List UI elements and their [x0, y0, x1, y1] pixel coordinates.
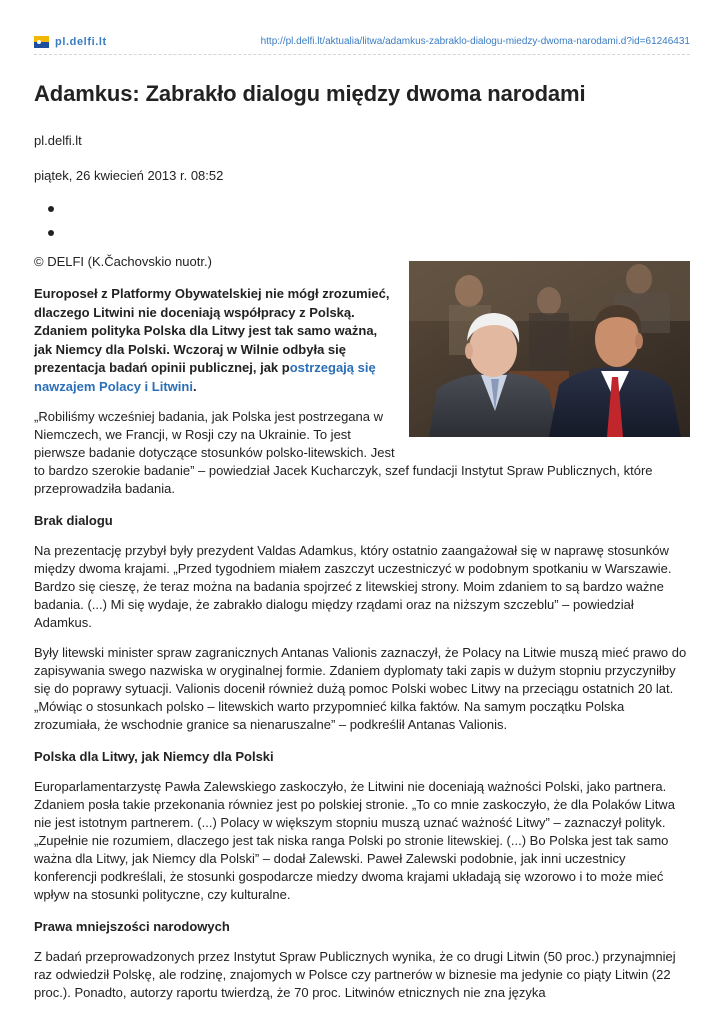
lead-end: .	[192, 378, 197, 394]
paragraph-2: Na prezentację przybył były prezydent Valdas Adamkus, który ostatnio zaangażował się w naprawę stosunków między dwoma krajami. „Przed tygodniem miałem zaszczyt uczestniczyć w podobnym spotkaniu w Warszawie. Bardzo się cieszę, że teraz można na badania spojrzeć z litewskiej strony. Moim zdaniem to są bardzo ważne badania. (...) Mi się wydaje, że zabrakło dialogu między rządami oraz na niższym szczeblu” – powiedział Adamkus.	[34, 543, 672, 630]
delfi-logo-icon	[34, 36, 49, 48]
article-photo	[409, 261, 690, 437]
photo-caption: © DELFI (K.Čachovskio nuotr.)	[34, 254, 212, 269]
paragraph-1: „Robiliśmy wcześniej badania, jak Polska jest postrzegana w Niemczech, we Francji, w Rosji czy na Ukrainie. To jest pierwsze badanie dotyczące stosunków polsko-litewskich. Jest to bardzo szerokie badanie” – powiedział Jacek Kucharczyk, szef fundacji Instytut Spraw Publicznych, które przeprowadziła badania.	[34, 409, 653, 496]
section-heading-polska-dla-litwy: Polska dla Litwy, jak Niemcy dla Polski	[34, 749, 274, 764]
paragraph-5: Z badań przeprowadzonych przez Instytut Spraw Publicznych wynika, że co drugi Litwin (50 proc.) przynajmniej raz odwiedził Polskę, ale rodzinę, znajomych w Polsce czy partnerów w biznesie ma jedynie co piąty Litwin (22 proc.). Ponadto, autorzy raportu twierdzą, że 70 proc. Litwinów etnicznych nie zna języka	[34, 949, 676, 1000]
lead-link[interactable]: ostrzegają się nawzajem Polacy i Litwini	[34, 360, 376, 394]
section-heading-brak-dialogu: Brak dialogu	[34, 513, 113, 528]
paragraph-3: Były litewski minister spraw zagranicznych Antanas Valionis zaznaczył, że Polacy na Litwie muszą mieć prawo do zapisywania swego nazwiska w oryginalnej formie. Zdaniem dyplomaty taki zapis w dużym stopniu przyczyniłby się do poprawy sytuacji. Valionis docenił również dużą pomoc Polski wobec Litwy na przeciągu ostatnich 20 lat. „Mówiąc o stosunkach polsko – litewskich warto przypomnieć kilka faktów. Na samym początku Polska zrozumiała, że wschodnie granice sa nienaruszalne” – podkreślił Antanas Valionis.	[34, 645, 687, 732]
section-heading-prawa-mniejszosci: Prawa mniejszości narodowych	[34, 919, 230, 934]
article-title: Adamkus: Zabrakło dialogu między dwoma narodami	[34, 81, 586, 106]
paragraph-4: Europarlamentarzystę Pawła Zalewskiego zaskoczyło, że Litwini nie doceniają ważności Polski, jako partnera. Zdaniem posła takie przekonania równiez jest po polskiej stronie. „To co mnie zaskoczyło, że dla Polaków Litwa nie jest istotnym partnerem. (...) Polacy w większym stopniu muszą uznać ważność Litwy” – zaznaczył polityk. „Zupełnie nie rozumiem, dlaczego jest tak niska ranga Polski po stronie litewskiej. (...) Bo Polska jest tak samo ważna dla Litwy, jak Niemcy dla Polski” – dodał Zalewski. Paweł Zalewski podobnie, jak inni uczestnicy konferencji podkreślali, że stosunki gospodarcze miedzy dwoma krajami układają się wzorowo i to może mieć wpływ na stosunki polityczne, czy kulturalne.	[34, 779, 675, 902]
article	[34, 80, 690, 1002]
header-divider	[34, 54, 690, 55]
list-item	[50, 200, 690, 224]
page-header	[34, 34, 690, 54]
article-source: pl.delfi.lt	[34, 133, 82, 148]
lead-text: Europoseł z Platformy Obywatelskiej nie mógł zrozumieć, dlaczego Litwini nie doceniają współpracy z Polską. Zdaniem polityka Polska dla Litwy jest tak samo ważna, jak Niemcy dla Polski. Wczoraj w Wilnie odbyła się prezentacja badań opinii publicznej, jak p	[34, 286, 390, 375]
empty-bullet-list	[34, 200, 690, 248]
list-item	[50, 224, 690, 248]
article-date: piątek, 26 kwiecień 2013 r. 08:52	[34, 168, 224, 183]
site-name[interactable]: pl.delfi.lt	[55, 36, 107, 48]
page-url[interactable]: http://pl.delfi.lt/aktualia/litwa/adamkus-zabraklo-dialogu-miedzy-dwoma-narodami.d?id=61246431	[260, 36, 690, 47]
